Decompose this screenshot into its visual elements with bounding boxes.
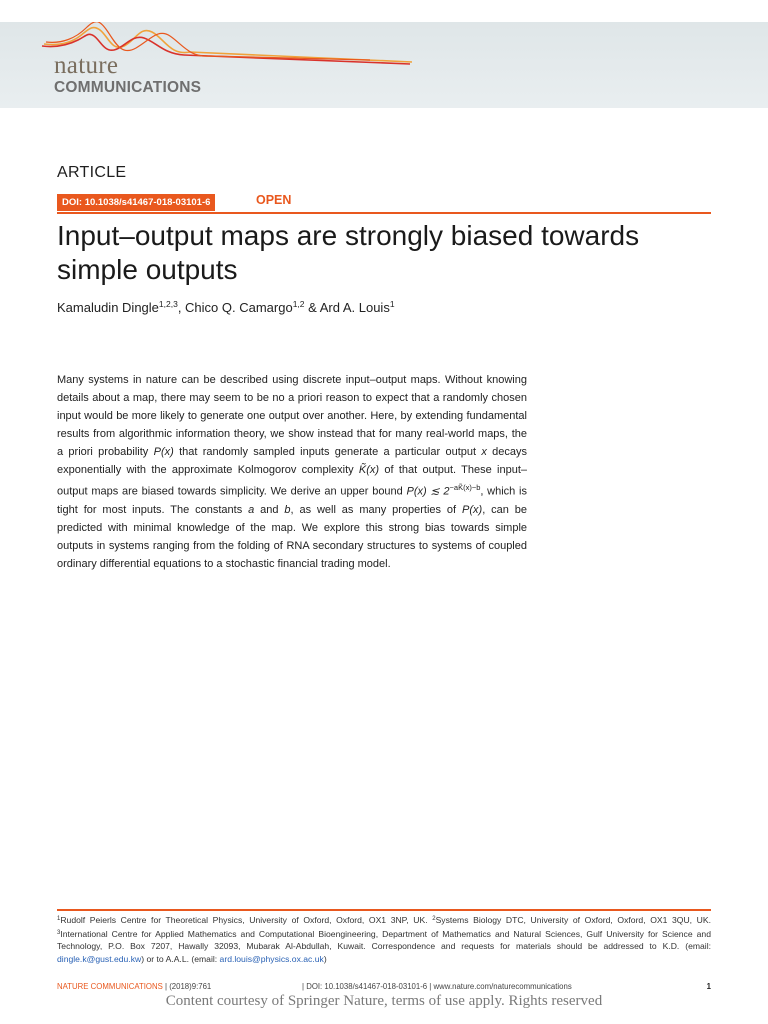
- footnote-marker: 3: [57, 929, 61, 936]
- footnote-text: Rudolf Peierls Centre for Theoretical Physics, University of Oxford, Oxford, OX1 3NP, UK.: [60, 915, 433, 925]
- math-x: x: [481, 446, 487, 458]
- email-link[interactable]: dingle.k@gust.edu.kw: [57, 953, 142, 964]
- courtesy-notice: Content courtesy of Springer Nature, terms of use apply. Rights reserved: [165, 993, 603, 1009]
- author-name[interactable]: Ard A. Louis: [319, 300, 390, 315]
- abstract-text: and: [254, 503, 285, 516]
- open-access-label: OPEN: [256, 193, 292, 207]
- math-b: b: [284, 503, 291, 516]
- doi-badge[interactable]: DOI: 10.1038/s41467-018-03101-6: [57, 194, 215, 211]
- math-kolmogorov: K̃(x): [358, 464, 380, 476]
- affiliations-footnote: [57, 913, 711, 965]
- math-bound-exponent: −aK̃(x)−b: [449, 483, 481, 492]
- title-divider: [57, 212, 711, 214]
- abstract-text: , can be predicted with minimal knowledge of the map. We explore this strong bias towards simple outputs in systems ranging from the folding of RNA secondary structures to systems of coupled ordinary differential equations to a stochastic financial trading model.: [57, 503, 528, 570]
- author-list: [57, 299, 395, 315]
- footer-citation: | (2018)9:761: [162, 982, 212, 991]
- math-bound: P(x) ≲ 2: [406, 485, 450, 498]
- page-number: 1: [706, 982, 711, 991]
- abstract-text: that randomly sampled inputs generate a particular output: [173, 446, 482, 458]
- footer-journal[interactable]: NATURE COMMUNICATIONS: [57, 982, 163, 991]
- article-type: ARTICLE: [57, 164, 127, 181]
- author-name[interactable]: Kamaludin Dingle: [57, 300, 159, 315]
- abstract-text: of that output. These input–output maps are biased towards simplicity. We derive an upper bound: [57, 464, 527, 498]
- abstract-text: Many systems in nature can be described using discrete input–output maps. Without knowing details about a map, there may seem to be no a priori reason to expect that a randomly chosen input would be more likely to generate one output over another. Here, by extending fundamental results from algorithmic information theory, we show instead that for many real-world maps, the a priori probability: [57, 374, 527, 458]
- author-separator: ,: [177, 300, 186, 315]
- abstract: [57, 371, 527, 573]
- logo-nature-text: nature: [54, 52, 119, 79]
- abstract-text: , as well as many properties of: [290, 503, 463, 516]
- footnote-text: ): [323, 953, 327, 964]
- abstract-text: , which is tight for most inputs. The constants: [57, 485, 527, 516]
- math-px: P(x): [153, 446, 174, 458]
- footnote-marker: 1: [57, 916, 61, 922]
- author-affiliation: 1,2: [292, 299, 305, 309]
- math-px: P(x): [462, 503, 483, 516]
- email-link[interactable]: ard.louis@physics.ox.ac.uk: [219, 953, 324, 964]
- footnote-marker: 2: [432, 916, 436, 922]
- author-name[interactable]: Chico Q. Camargo: [185, 300, 293, 315]
- abstract-text: decays exponentially with the approximate Kolmogorov complexity: [57, 446, 527, 476]
- author-affiliation: 1,2,3: [158, 299, 178, 309]
- math-a: a: [248, 503, 255, 516]
- author-separator: &: [304, 300, 320, 315]
- footnote-text: International Centre for Applied Mathematics and Computational Bioengineering, Department of Mathematics and Natural Sciences, Gulf University for Science and Technology, P.O. Box 7207, Hawally 32093, Mubarak Al-Abdullah, Kuwait. Correspondence and requests for materials should be addressed to K.D. (email:: [57, 928, 711, 951]
- footer-doi[interactable]: | DOI: 10.1038/s41467-018-03101-6 | www.nature.com/naturecommunications: [302, 982, 572, 991]
- footnote-text: ) or to A.A.L. (email:: [141, 953, 220, 964]
- author-affiliation: 1: [389, 299, 395, 309]
- logo-communications-text: COMMUNICATIONS: [54, 79, 202, 96]
- footnote-text: Systems Biology DTC, University of Oxford, Oxford, OX1 3QU, UK.: [435, 915, 711, 925]
- journal-logo[interactable]: [40, 22, 420, 108]
- article-title: Input–output maps are strongly biased towards simple outputs: [57, 220, 640, 285]
- footnote-divider: [57, 909, 711, 911]
